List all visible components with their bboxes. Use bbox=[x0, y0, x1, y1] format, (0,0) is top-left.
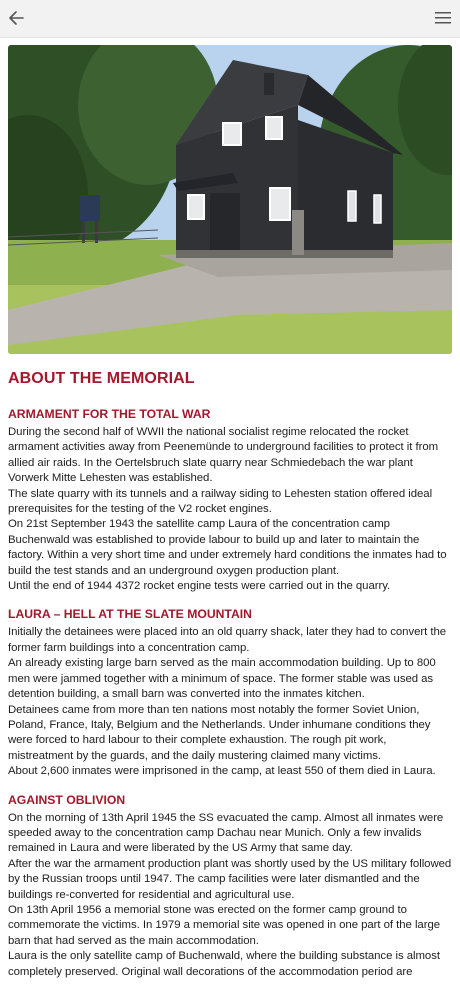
hamburger-menu-icon bbox=[435, 11, 451, 25]
paragraph: On 21st September 1943 the satellite camp Laura of the concentration camp Buchenwald was established to provide labour to build up and later to maintain the factory. Within a very short time and under extremely hard conditions the inmates had to build the test stands and an underground oxygen production plant. bbox=[8, 518, 447, 577]
paragraph: On 13th April 1956 a memorial stone was erected on the former camp ground to commemorate the victims. In 1979 a memorial site was opened in one part of the large barn that had served as the main accommodation. bbox=[8, 903, 441, 947]
section-laura bbox=[8, 605, 453, 779]
page-title: ABOUT THE MEMORIAL bbox=[8, 370, 195, 387]
section-armament bbox=[8, 405, 453, 594]
section-against-oblivion bbox=[8, 791, 453, 980]
paragraph: During the second half of WWII the national socialist regime relocated the rocket armament activities away from Peenemünde to underground facilities to protect it from allied air raids. In the Oertelsbruch slate quarry near Schmiedebach the war plant Vorwerk Mitte Lehesten was established. bbox=[8, 426, 439, 485]
section-title: AGAINST OBLIVION bbox=[8, 792, 126, 807]
photo-illustration bbox=[8, 45, 452, 354]
arrow-left-icon bbox=[8, 10, 24, 26]
menu-button[interactable] bbox=[432, 7, 454, 29]
paragraph: On the morning of 13th April 1945 the SS evacuated the camp. Almost all inmates were speeded away to the concentration camp Dachau near Munich. Only a few invalids remained in Laura and were liberated by the US Army that same day. bbox=[8, 811, 444, 855]
memorial-building-photo bbox=[8, 45, 452, 354]
paragraph: An already existing large barn served as the main accommodation building. Up to 800 men were jammed together with a minimum of space. The former stable was used as detention building, a small barn was converted into the inmates kitchen. bbox=[8, 657, 436, 701]
paragraph: After the war the armament production plant was shortly used by the US military followed by the Russian troops until 1947. The camp facilities were later dismantled and the buildings re-converted for residential and agricultural use. bbox=[8, 857, 452, 901]
section-title: ARMAMENT FOR THE TOTAL WAR bbox=[8, 407, 211, 421]
article-content bbox=[8, 368, 453, 991]
paragraph: Initially the detainees were placed into an old quarry shack, later they had to convert the former farm buildings into a concentration camp. bbox=[8, 626, 447, 654]
section-title: LAURA – HELL AT THE SLATE MOUNTAIN bbox=[8, 607, 252, 622]
paragraph: The slate quarry with its tunnels and a railway siding to Lehesten station offered ideal prerequisites for the testing of the V2 rocket engines. bbox=[8, 487, 433, 516]
paragraph: Until the end of 1944 4372 rocket engine tests were carried out in the quarry. bbox=[8, 580, 391, 593]
top-app-bar bbox=[0, 0, 460, 38]
back-button[interactable] bbox=[4, 6, 28, 30]
paragraph: About 2,600 inmates were imprisoned in the camp, at least 550 of them died in Laura. bbox=[8, 765, 436, 778]
paragraph: Detainees came from more than ten nations most notably the former Soviet Union, Poland, France, Italy, Belgium and the Netherlands. Under inhumane conditions they were forced to hard labour to their complete exhaustion. The rough pit work, mistreatment by the guards, and the daily mustering claimed many victims. bbox=[8, 703, 431, 762]
paragraph: Laura is the only satellite camp of Buchenwald, where the building substance is almost completely preserved. Original wall decorations of the accommodation period are bbox=[8, 950, 440, 978]
